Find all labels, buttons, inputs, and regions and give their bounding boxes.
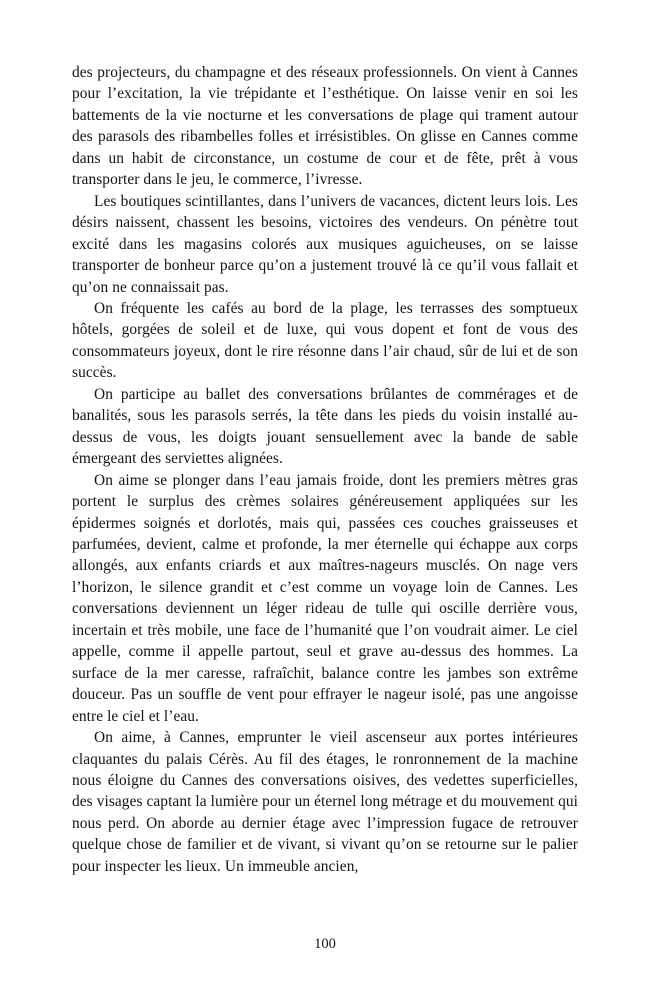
body-paragraph: On aime, à Cannes, emprunter le vieil ascenseur aux portes intérieures claquantes du palais Cérès. Au fil des étages, le ronronnement de la machine nous éloigne du Cannes des conversations oisives, des vedettes superficielles, des visages captant la lumière pour un éternel long métrage et du mouvement qui nous perd. On aborde au dernier étage avec l’impression fugace de retrouver quelque chose de familier et de vivant, si vivant qu’on se retourne sur le palier pour inspecter les lieux. Un immeuble ancien, [72,729,578,875]
body-paragraph: des projecteurs, du champagne et des réseaux professionnels. On vient à Cannes pour l’excitation, la vie trépidante et l’esthétique. On laisse venir en soi les battements de la vie nocturne et les conversations de plage qui trament autour des parasols des ribambelles folles et irrésistibles. On glisse en Cannes comme dans un habit de circonstance, un costume de cour et de fête, prêt à vous transporter dans le jeu, le commerce, l’ivresse. [72,64,578,189]
body-paragraph: Les boutiques scintillantes, dans l’univers de vacances, dictent leurs lois. Les désirs naissent, chassent les besoins, victoires des vendeurs. On pénètre tout excité dans les magasins colorés aux musiques aguicheuses, on se laisse transporter de bonheur parce qu’on a justement trouvé là ce qu’il vous fallait et qu’on ne connaissait pas. [72,192,578,296]
body-paragraph: On participe au ballet des conversations brûlantes de commérages et de banalités, sous les parasols serrés, la tête dans les pieds du voisin installé au-dessus de vous, les doigts jouant sensuellement avec la bande de sable émergeant des serviettes alignées. [72,385,578,468]
page-number: 100 [314,936,336,952]
page-body-text [72,62,578,877]
body-paragraph: On fréquente les cafés au bord de la plage, les terrasses des somptueux hôtels, gorgées de soleil et de luxe, qui vous dopent et font de vous des consommateurs joyeux, dont le rire résonne dans l’air chaud, sûr de lui et de son succès. [72,299,578,382]
body-paragraph: On aime se plonger dans l’eau jamais froide, dont les premiers mètres gras portent le surplus des crèmes solaires généreusement appliquées sur les épidermes soignés et dorlotés, mais qui, passées ces couches graisseuses et parfumées, devient, calme et profonde, la mer éternelle qui échappe aux corps allongés, aux enfants criards et aux maîtres-nageurs musclés. On nage vers l’horizon, le silence grandit et c’est comme un voyage loin de Cannes. Les conversations deviennent un léger rideau de tulle qui oscille derrière vous, incertain et très mobile, une face de l’humanité que l’on voudrait aimer. Le ciel appelle, comme il appelle partout, seul et grave au-dessus des hommes. La surface de la mer caresse, rafraîchit, balance contre les jambes son extrême douceur. Pas un souffle de vent pour effrayer le nageur isolé, pas une angoisse entre le ciel et l’eau. [72,471,578,725]
